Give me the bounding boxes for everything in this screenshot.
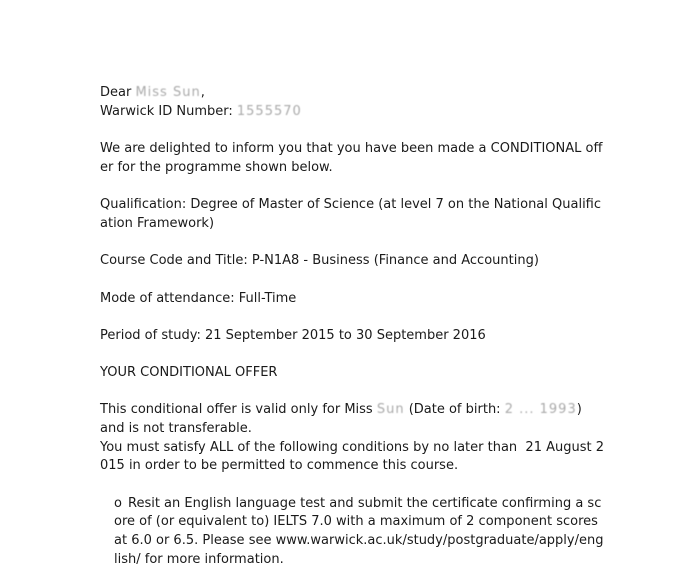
salutation <box>100 84 605 103</box>
transferable-line: and is not transferable. <box>100 420 252 436</box>
intro-paragraph: We are delighted to inform you that you have been made a CONDITIONAL offer for the programme shown below. <box>100 141 603 175</box>
dob-label: (Date of birth: <box>404 402 505 418</box>
redacted-student-id: 1555570 <box>236 103 302 119</box>
condition-item <box>100 495 605 570</box>
qualification-line: Qualification: Degree of Master of Science (at level 7 on the National Qualification Framework) <box>100 197 602 231</box>
offer-heading: YOUR CONDITIONAL OFFER <box>100 365 278 381</box>
student-id-line <box>100 103 605 122</box>
validity-prefix: This conditional offer is valid only for Miss <box>100 402 377 418</box>
redacted-name-2: Sun <box>376 402 405 418</box>
condition-text: Resit an English language test and submit the certificate confirming a score of (or equivalent to) IELTS 7.0 with a maximum of 2 component scores at 6.0 or 6.5. Please see www.warwick.ac.uk/study/postgraduate/apply/english/ for more information. <box>114 495 604 567</box>
dob-suffix: ) <box>576 402 582 418</box>
student-id-label: Warwick ID Number: <box>100 103 237 119</box>
salutation-suffix: , <box>200 85 205 100</box>
salutation-prefix: Dear <box>100 85 136 100</box>
validity-line <box>100 401 605 420</box>
course-line: Course Code and Title: P-N1A8 - Business (Finance and Accounting) <box>100 253 539 269</box>
redacted-dob: 2 ... 1993 <box>504 402 577 418</box>
period-line: Period of study: 21 September 2015 to 30 September 2016 <box>100 328 486 344</box>
bullet-marker: o <box>114 495 122 511</box>
redacted-name: Miss Sun <box>135 85 201 100</box>
offer-letter <box>100 84 605 588</box>
mode-line: Mode of attendance: Full-Time <box>100 290 297 306</box>
conditions-line: You must satisfy ALL of the following conditions by no later than 21 August 2015 in order to be permitted to commence this course. <box>100 439 604 474</box>
